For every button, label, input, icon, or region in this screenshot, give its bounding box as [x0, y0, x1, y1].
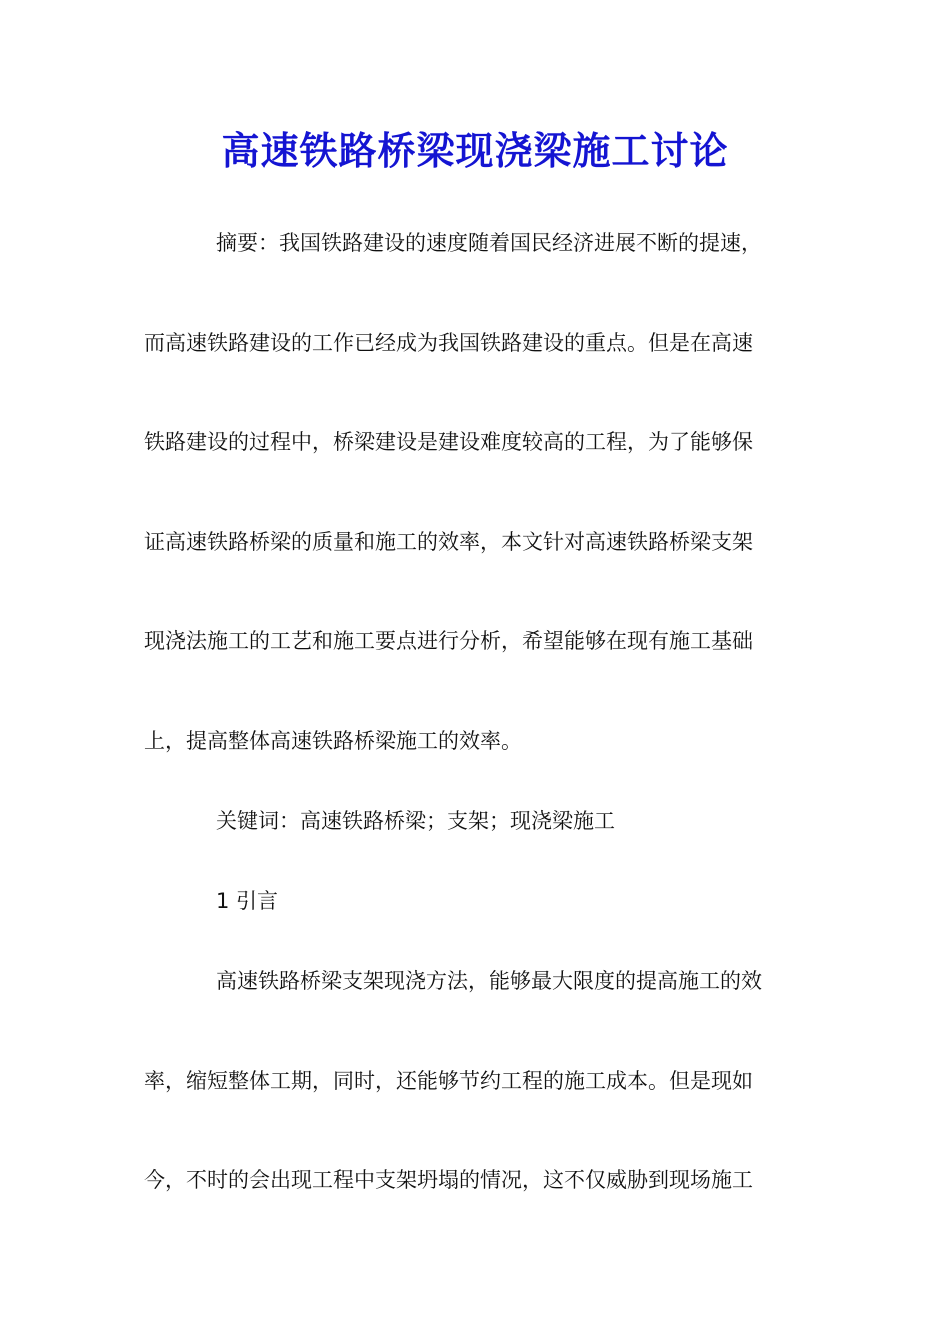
intro-line-1: 高速铁路桥梁支架现浇方法，能够最大限度的提高施工的效	[216, 969, 762, 993]
abstract-line-5: 现浇法施工的工艺和施工要点进行分析，希望能够在现有施工基础	[144, 629, 753, 653]
abstract-line-1: 摘要：我国铁路建设的速度随着国民经济进展不断的提速，	[216, 231, 762, 255]
document-title: 高速铁路桥梁现浇梁施工讨论	[221, 128, 729, 173]
abstract-line-2: 而高速铁路建设的工作已经成为我国铁路建设的重点。但是在高速	[144, 331, 753, 355]
section-heading: 1 引言	[216, 889, 279, 913]
abstract-line-6: 上，提高整体高速铁路桥梁施工的效率。	[144, 729, 522, 753]
abstract-line-4: 证高速铁路桥梁的质量和施工的效率，本文针对高速铁路桥梁支架	[144, 530, 753, 554]
intro-line-2: 率，缩短整体工期，同时，还能够节约工程的施工成本。但是现如	[144, 1069, 753, 1093]
keywords-line: 关键词：高速铁路桥梁；支架；现浇梁施工	[216, 809, 615, 833]
abstract-line-3: 铁路建设的过程中，桥梁建设是建设难度较高的工程，为了能够保	[144, 430, 753, 454]
intro-line-3: 今，不时的会出现工程中支架坍塌的情况，这不仅威胁到现场施工	[144, 1168, 753, 1192]
